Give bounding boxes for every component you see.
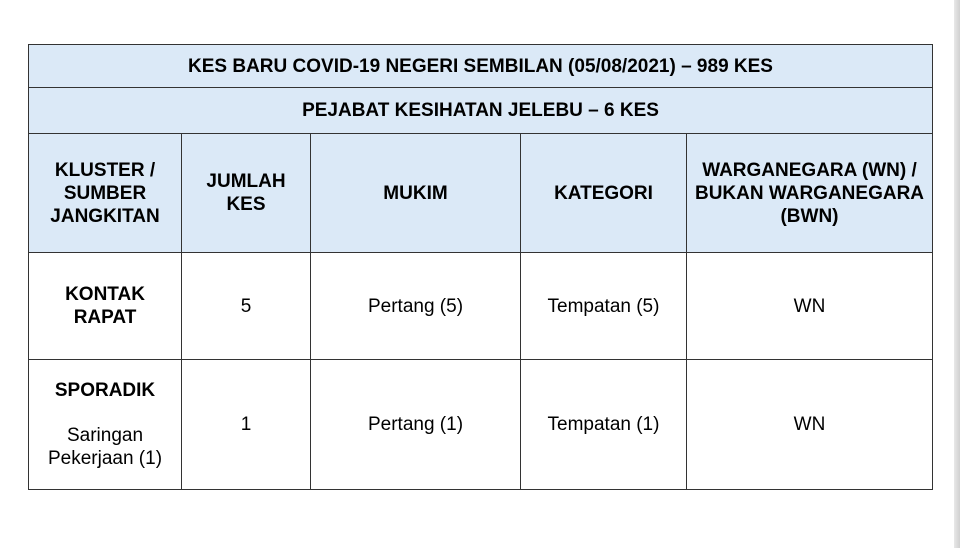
table-row (29, 253, 933, 360)
cell-warganegara: WN (687, 360, 933, 490)
cell-kluster (29, 360, 182, 490)
header-kluster: KLUSTER / SUMBER JANGKITAN (29, 134, 182, 253)
cell-mukim: Pertang (5) (311, 253, 521, 360)
table-subtitle: PEJABAT KESIHATAN JELEBU – 6 KES (29, 88, 933, 134)
cell-warganegara: WN (687, 253, 933, 360)
cell-kategori: Tempatan (5) (521, 253, 687, 360)
cell-kategori: Tempatan (1) (521, 360, 687, 490)
kluster-label: KONTAK RAPAT (65, 284, 145, 328)
cell-jumlah: 1 (182, 360, 311, 490)
table-row (29, 360, 933, 490)
header-jumlah: JUMLAH KES (182, 134, 311, 253)
cell-jumlah: 5 (182, 253, 311, 360)
table-title: KES BARU COVID-19 NEGERI SEMBILAN (05/08/2021) – 989 KES (29, 45, 933, 88)
kluster-label: SPORADIK (54, 380, 156, 401)
cell-kluster (29, 253, 182, 360)
header-row (29, 134, 933, 253)
kluster-note: Saringan Pekerjaan (1) (47, 425, 163, 469)
cell-mukim: Pertang (1) (311, 360, 521, 490)
title-row (29, 45, 933, 88)
header-warganegara: WARGANEGARA (WN) / BUKAN WARGANEGARA (BWN) (687, 134, 933, 253)
page-edge (954, 0, 960, 548)
header-kategori: KATEGORI (521, 134, 687, 253)
covid-cases-table (28, 44, 933, 490)
header-mukim: MUKIM (311, 134, 521, 253)
subtitle-row (29, 88, 933, 134)
